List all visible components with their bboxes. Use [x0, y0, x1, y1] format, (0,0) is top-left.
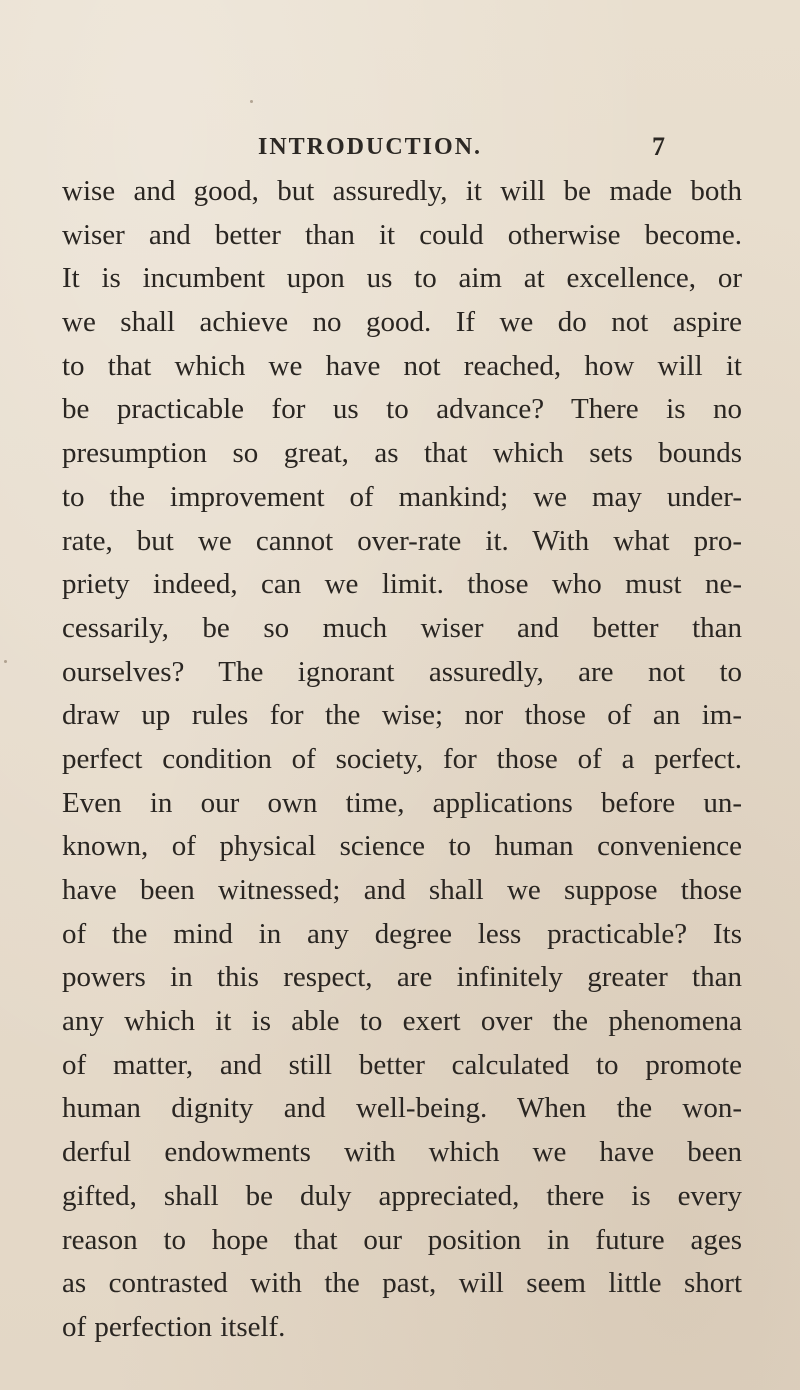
text-line: to the improvement of mankind; we may under-	[62, 480, 742, 513]
text-line: priety indeed, can we limit. those who must ne-	[62, 568, 742, 601]
body-paragraph	[62, 170, 742, 1350]
text-line: known, of physical science to human convenience	[62, 830, 742, 863]
text-line: powers in this respect, are infinitely greater than	[62, 961, 742, 994]
text-line: to that which we have not reached, how will it	[62, 349, 742, 382]
text-line: derful endowments with which we have been	[62, 1136, 742, 1169]
text-line: rate, but we cannot over-rate it. With what pro-	[62, 524, 742, 557]
text-line: It is incumbent upon us to aim at excellence, or	[62, 262, 742, 295]
text-line: of perfection itself.	[62, 1310, 286, 1343]
text-line: of matter, and still better calculated to promote	[62, 1048, 742, 1081]
text-line: any which it is able to exert over the phenomena	[62, 1005, 742, 1038]
text-line: presumption so great, as that which sets bounds	[62, 437, 742, 470]
paper-speck	[250, 100, 253, 103]
text-line: reason to hope that our position in future ages	[62, 1223, 742, 1256]
running-head: INTRODUCTION.	[258, 134, 483, 160]
text-line: human dignity and well-being. When the won-	[62, 1092, 742, 1125]
text-line: as contrasted with the past, will seem little short	[62, 1267, 742, 1300]
text-line: wiser and better than it could otherwise become.	[62, 218, 742, 251]
page-number: 7	[652, 132, 665, 161]
text-line: we shall achieve no good. If we do not aspire	[62, 306, 742, 339]
text-line: of the mind in any degree less practicable? Its	[62, 917, 742, 950]
text-line: gifted, shall be duly appreciated, there is every	[62, 1179, 742, 1212]
text-line: perfect condition of society, for those of a perfect.	[62, 742, 742, 775]
paper-speck	[4, 660, 7, 663]
text-line: wise and good, but assuredly, it will be made both	[62, 175, 742, 207]
text-line: draw up rules for the wise; nor those of an im-	[62, 699, 742, 732]
text-line: ourselves? The ignorant assuredly, are not to	[62, 655, 742, 688]
page-header	[0, 130, 800, 170]
text-line: be practicable for us to advance? There is no	[62, 393, 742, 426]
text-line: have been witnessed; and shall we suppose those	[62, 874, 742, 906]
text-line: cessarily, be so much wiser and better than	[62, 611, 742, 644]
text-line: Even in our own time, applications before un-	[62, 786, 742, 819]
